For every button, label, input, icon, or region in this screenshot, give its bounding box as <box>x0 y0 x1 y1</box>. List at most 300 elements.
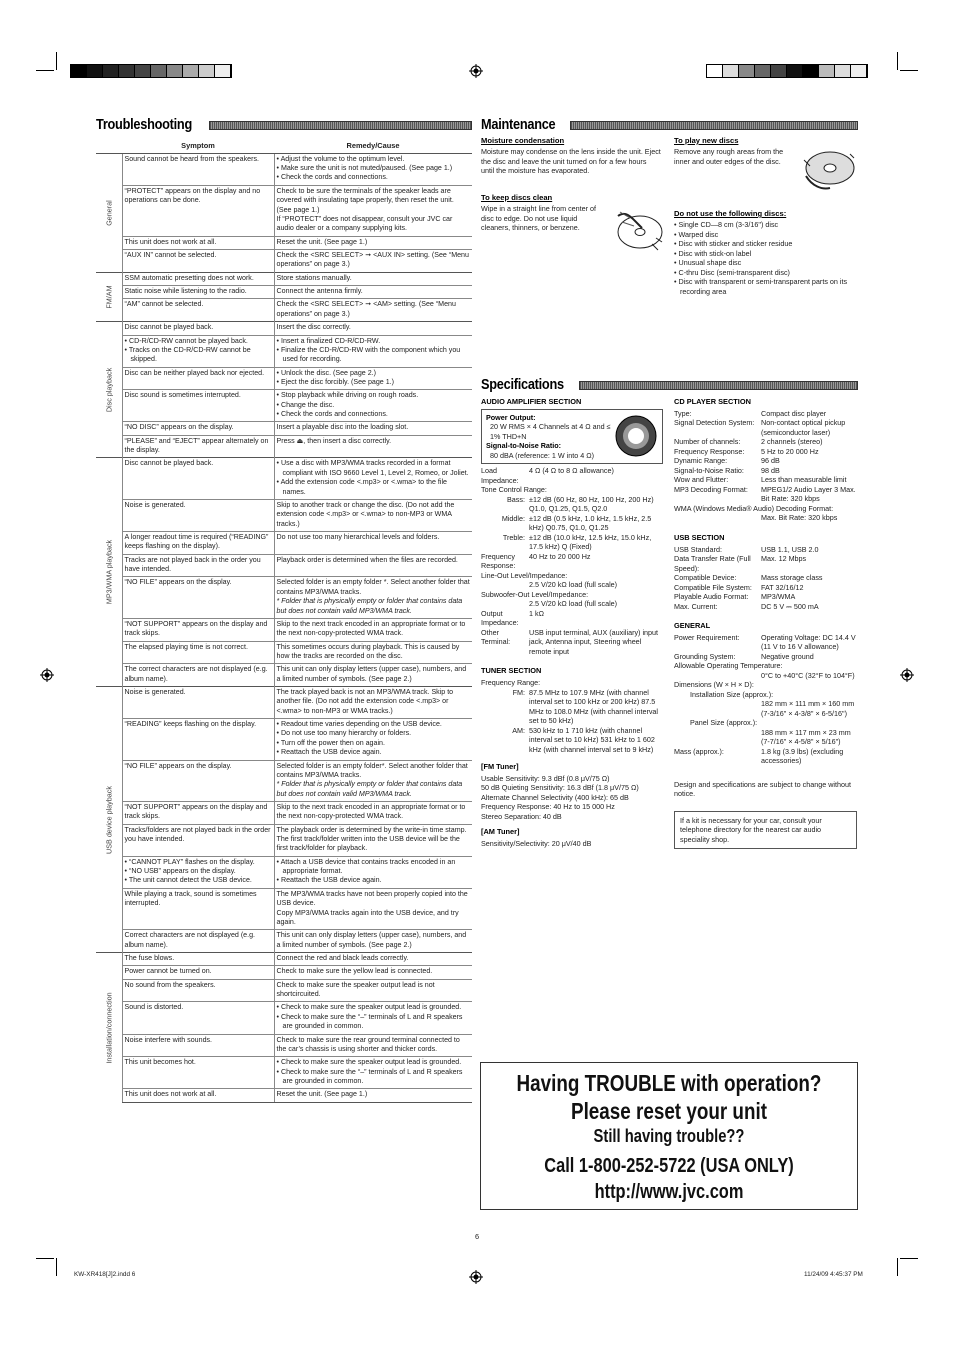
spec-right-column <box>674 397 858 849</box>
remedy-text: Skip to the next track encoded in an appropriate format or to the next non-copy-protected WMA track. <box>276 802 466 821</box>
remedy-header: Remedy/Cause <box>274 138 472 153</box>
remedy-cell <box>274 335 472 367</box>
remedy-text: Check the <SRC SELECT> ➞ <AUX IN> setting. (See “Menu operations” on page 3.) <box>276 251 469 269</box>
spec-value: Compact disc player <box>761 408 827 418</box>
snr-label: Signal-to-Noise Ratio: <box>486 441 562 451</box>
banner-phone: Call 1-800-252-5722 (USA ONLY) <box>544 1155 794 1177</box>
remedy-item: • Make sure the unit is not muted/paused. (See page 1.) <box>277 164 471 173</box>
remedy-text: Skip to the next track encoded in an appropriate format or to the next non-copy-protected WMA track. <box>276 619 466 638</box>
cd-section-title: CD PLAYER SECTION <box>674 397 751 406</box>
remedy-item: • Attach a USB device that contains tracks encoded in an appropriate format. <box>277 858 471 877</box>
remedy-cell <box>274 458 472 499</box>
remedy-cell <box>274 286 472 299</box>
symptom-list <box>125 858 272 886</box>
calibration-swatch <box>103 65 119 77</box>
remedy-item: • Turn off the power then on again. <box>277 739 471 748</box>
spec-value: 87.5 MHz to 107.9 MHz (with channel interval set to 100 kHz or 200 kHz) 87.5 MHz to 108.0 MHz (with channel interval set to 50 kHz) <box>529 687 659 726</box>
table-row <box>96 250 472 273</box>
calibration-swatch <box>119 65 135 77</box>
spec-key: Compatible File System: <box>674 582 752 592</box>
remedy-list <box>277 858 471 886</box>
do-not-use-item: • Disc with transparent or semi-transparent parts on its recording area <box>674 277 858 296</box>
table-row <box>96 618 472 641</box>
spec-row <box>481 571 665 581</box>
remedy-item: • Change the disc. <box>277 401 471 410</box>
remedy-text: If “PROTECT” does not disappear, consult your JVC car audio dealer or a company supplying kits. <box>276 214 453 233</box>
remedy-cell <box>274 664 472 687</box>
specifications-heading <box>481 376 858 395</box>
spec-row <box>674 437 858 447</box>
remedy-text: This sometimes occurs during playback. This is caused by how the tracks are recorded on the disc. <box>276 642 460 660</box>
banner-line-3: Still having trouble?? <box>593 1126 745 1146</box>
remedy-text: This unit can only display letters (upper case), numbers, and a limited number of symbols. (See page 2.) <box>276 665 467 683</box>
category-cell <box>96 272 122 321</box>
remedy-text: Check to make sure the rear ground terminal connected to the car’s chassis is using shorter and thicker cords. <box>276 1035 460 1053</box>
spec-row <box>674 652 858 662</box>
spec-value: USB 1.1, USB 2.0 <box>761 544 819 554</box>
spec-value: 2 channels (stereo) <box>761 437 823 447</box>
spec-key: Number of channels: <box>674 437 741 447</box>
category-label: Installation/connection <box>104 992 113 1064</box>
remedy-note: * Folder that is physically empty or folder that contains data but does not contain valid MP3/WMA track. <box>276 780 463 798</box>
spec-change-note: Design and specifications are subject to change without notice. <box>674 779 851 799</box>
calibration-swatch <box>851 65 867 77</box>
spec-value: Non-contact optical pickup (semiconductor laser) <box>761 418 846 437</box>
category-cell <box>96 153 122 272</box>
spec-value: USB input terminal, AUX (auxiliary) input jack, Antenna input, Steering wheel remote input <box>529 627 659 656</box>
spec-row <box>674 583 858 593</box>
spec-value: Mass storage class <box>761 573 823 583</box>
remedy-item: • Readout time varies depending on the USB device. <box>277 720 471 729</box>
timestamp: 11/24/09 4:45:37 PM <box>804 1271 863 1278</box>
remedy-cell <box>274 435 472 458</box>
remedy-text: Press ⏏, then insert a disc correctly. <box>276 436 392 445</box>
registration-mark-icon <box>469 64 483 78</box>
remedy-text: Copy MP3/WMA tracks again into the USB device, and try again. <box>276 908 459 926</box>
power-output-box <box>481 409 663 465</box>
spec-row <box>674 661 858 671</box>
symptom-cell: This unit becomes hot. <box>122 1057 274 1089</box>
table-row <box>96 888 472 929</box>
calibration-swatch <box>787 65 803 77</box>
table-row <box>96 322 472 335</box>
symptom-cell: “NOT SUPPORT” appears on the display and track skips. <box>122 801 274 824</box>
table-row <box>96 299 472 322</box>
spec-key: Subwoofer-Out Level/Impedance: <box>481 589 589 599</box>
spec-value: 1 kΩ <box>529 608 544 618</box>
spec-row <box>481 514 665 533</box>
moisture-section <box>481 136 661 176</box>
symptom-cell: Tracks/folders are not played back in the order you have intended. <box>122 824 274 856</box>
symptom-item: • The unit cannot detect the USB device. <box>125 876 272 885</box>
spec-key: Grounding System: <box>674 651 736 661</box>
spec-key: Line-Out Level/Impedance: <box>481 570 568 580</box>
spec-value: 0°C to +40°C (32°F to 104°F) <box>761 670 855 680</box>
symptom-cell: Disc can be neither played back nor ejected. <box>122 367 274 390</box>
remedy-text: Skip to another track or change the disc. (Do not add the extension code <.mp3> or <.wma> to non-MP3 or WMA tracks.) <box>276 500 455 528</box>
do-not-use-item: • Single CD—8 cm (3-3/16") disc <box>674 220 858 230</box>
remedy-cell <box>274 687 472 719</box>
remedy-cell <box>274 390 472 422</box>
spec-row <box>674 718 858 728</box>
usb-spec-rows <box>674 545 858 612</box>
kit-note-text: If a kit is necessary for your car, consult your telephone directory for the nearest car audio speciality shop. <box>680 815 822 844</box>
symptom-list <box>125 337 272 365</box>
table-row <box>96 367 472 390</box>
remedy-text: Reset the unit. (See page 1.) <box>276 1090 368 1099</box>
symptom-cell: “PLEASE” and “EJECT” appear alternately on the display. <box>122 435 274 458</box>
spec-row <box>481 495 665 514</box>
spec-value: 2.5 V/20 kΩ load (full scale) <box>529 599 618 609</box>
table-row <box>96 185 472 236</box>
spec-key: Compatible Device: <box>674 573 737 583</box>
spec-value: 40 Hz to 20 000 Hz <box>529 551 591 561</box>
spec-row <box>674 573 858 583</box>
spec-value <box>547 485 665 495</box>
remedy-cell <box>274 979 472 1002</box>
remedy-cell <box>274 618 472 641</box>
table-row <box>96 1034 472 1057</box>
remedy-cell <box>274 953 472 966</box>
fm-tuner-title: [FM Tuner] <box>481 762 519 772</box>
remedy-text: Playback order is determined when the files are recorded. <box>276 555 458 564</box>
spec-key: Frequency Range: <box>481 678 541 688</box>
remedy-cell <box>274 299 472 322</box>
spec-value: ±12 dB (60 Hz, 80 Hz, 100 Hz, 200 Hz) Q1.0, Q1.25, Q1.5, Q2.0 <box>529 494 654 514</box>
troubleshooting-title: Troubleshooting <box>96 117 192 133</box>
spec-key <box>481 580 529 590</box>
remedy-cell <box>274 1034 472 1057</box>
am-tuner-rows <box>481 839 665 849</box>
calibration-swatch <box>135 65 151 77</box>
amp-spec-rows <box>481 466 665 656</box>
remedy-item: • Add the extension code <.mp3> or <.wma> to the file names. <box>277 478 471 497</box>
category-label: General <box>104 199 113 226</box>
spec-row <box>481 533 665 552</box>
symptom-cell: A longer readout time is required (“READING” keeps flashing on the display). <box>122 531 274 554</box>
remedy-cell <box>274 577 472 618</box>
registration-mark-icon <box>469 1270 483 1284</box>
remedy-cell <box>274 1057 472 1089</box>
table-row <box>96 554 472 577</box>
remedy-text: Check to make sure the yellow lead is connected. <box>276 967 433 976</box>
maintenance-title: Maintenance <box>481 117 556 133</box>
spec-key: Frequency Response: <box>674 446 745 456</box>
spec-row <box>674 456 858 466</box>
remedy-item: • Do not use too many hierarchy or folders. <box>277 729 471 738</box>
symptom-cell: No sound from the speakers. <box>122 979 274 1002</box>
banner-website-link[interactable]: http://www.jvc.com <box>594 1181 744 1203</box>
color-calibration-bar-left <box>70 64 232 78</box>
symptom-cell <box>122 335 274 367</box>
calibration-swatch <box>707 65 723 77</box>
symptom-cell: Tracks are not played back in the order you have intended. <box>122 554 274 577</box>
remedy-text: Insert a playable disc into the loading slot. <box>276 423 409 432</box>
calibration-swatch <box>167 65 183 77</box>
spec-key <box>674 728 761 747</box>
specifications-title: Specifications <box>481 377 564 393</box>
spec-row <box>674 513 858 523</box>
remedy-item: • Reattach the USB device again. <box>277 876 471 885</box>
do-not-use-item: • Unusual shape disc <box>674 258 858 268</box>
spec-row <box>481 678 665 688</box>
spec-key: Allowable Operating Temperature: <box>674 661 783 671</box>
symptom-cell: Sound is distorted. <box>122 1002 274 1034</box>
disc-wiping-illustration-icon <box>612 204 666 254</box>
spec-key: Wow and Flutter: <box>674 475 729 485</box>
remedy-list <box>277 155 471 183</box>
spec-line: Frequency Response: 40 Hz to 15 000 Hz <box>481 802 615 812</box>
general-section-title: GENERAL <box>674 621 711 631</box>
spec-row <box>674 554 858 573</box>
table-row <box>96 422 472 435</box>
spec-key: Bass: <box>507 494 525 504</box>
calibration-swatch <box>215 65 231 77</box>
remedy-list <box>277 369 471 388</box>
moisture-title: Moisture condensation <box>481 136 565 145</box>
remedy-item: • Check to make sure the speaker output lead is grounded. <box>277 1058 471 1067</box>
spec-row <box>674 466 858 476</box>
spec-key: Max. Current: <box>674 601 718 611</box>
remedy-list <box>277 1058 471 1086</box>
table-row <box>96 1057 472 1089</box>
remedy-cell <box>274 966 472 979</box>
spec-key: Type: <box>674 408 692 418</box>
remedy-text: Selected folder is an empty folder *. Select another folder that contains MP3/WMA tracks. <box>276 578 470 596</box>
symptom-item: • “CANNOT PLAY” flashes on the display. <box>125 858 272 867</box>
spec-key: Output Impedance: <box>481 608 519 628</box>
spec-value: 4 Ω (4 Ω to 8 Ω allowance) <box>529 466 614 476</box>
spec-value: MPEG1/2 Audio Layer 3 Max. Bit Rate: 320 kbps <box>761 484 856 504</box>
symptom-cell: Disc cannot be played back. <box>122 322 274 335</box>
spec-value: FAT 32/16/12 <box>761 582 804 592</box>
table-row <box>96 153 472 185</box>
remedy-cell <box>274 185 472 236</box>
spec-row <box>481 609 665 628</box>
do-not-use-item: • Warped disc <box>674 230 858 240</box>
spec-row <box>674 504 858 514</box>
table-row <box>96 930 472 953</box>
spec-value: Max. 12 Mbps <box>761 554 807 564</box>
symptom-cell: SSM automatic presetting does not work. <box>122 272 274 285</box>
remedy-cell <box>274 888 472 929</box>
spec-row <box>674 690 858 700</box>
spec-key: Installation Size (approx.): <box>690 689 774 699</box>
spec-key: Dynamic Range: <box>674 456 728 466</box>
spec-row <box>674 475 858 485</box>
spec-value: Operating Voltage: DC 14.4 V (11 V to 16 V allowance) <box>761 632 856 652</box>
spec-row <box>674 699 858 718</box>
spec-key: Treble: <box>502 532 525 542</box>
spec-row <box>481 628 665 657</box>
heading-bar <box>209 121 472 130</box>
spec-value <box>833 504 858 514</box>
table-row <box>96 664 472 687</box>
category-header <box>96 138 122 153</box>
symptom-cell: Noise interfere with sounds. <box>122 1034 274 1057</box>
symptom-item: • Tracks on the CD-R/CD-RW cannot be skipped. <box>125 346 272 365</box>
spec-key: Tone Control Range: <box>481 485 547 495</box>
remedy-text: Store stations manually. <box>276 273 352 282</box>
spec-key: FM: <box>512 687 525 697</box>
remedy-item: • Check to make sure the “–” terminals of L and R speakers are grounded in common. <box>277 1068 471 1087</box>
remedy-cell <box>274 322 472 335</box>
table-row <box>96 979 472 1002</box>
remedy-list <box>277 459 471 496</box>
spec-left-column <box>481 397 665 849</box>
symptom-cell: “NO FILE” appears on the display. <box>122 577 274 618</box>
spec-value <box>783 661 858 671</box>
calibration-swatch <box>199 65 215 77</box>
table-row <box>96 1089 472 1102</box>
symptom-cell: Disc sound is sometimes interrupted. <box>122 390 274 422</box>
remedy-cell <box>274 801 472 824</box>
spec-value <box>588 590 665 600</box>
spec-row <box>481 590 665 600</box>
calibration-swatch <box>151 65 167 77</box>
disc-edge-illustration-icon <box>800 146 858 192</box>
symptom-cell: “AUX IN” cannot be selected. <box>122 250 274 273</box>
table-row <box>96 719 472 760</box>
do-not-use-list <box>674 220 858 296</box>
remedy-cell <box>274 1089 472 1102</box>
spec-key: AM: <box>512 725 525 735</box>
table-row <box>96 236 472 249</box>
table-row <box>96 760 472 801</box>
remedy-cell <box>274 250 472 273</box>
spec-key <box>481 599 529 609</box>
category-cell <box>96 687 122 953</box>
spec-value <box>773 690 858 700</box>
spec-row <box>481 580 665 590</box>
spec-value: ±12 dB (10.0 kHz, 12.5 kHz, 15.0 kHz, 17.5 kHz) Q (Fixed) <box>529 532 652 552</box>
remedy-text: The playback order is determined by the write-in time stamp. The first track/folder written into the USB device will be the first track/folder for playback. <box>276 825 467 853</box>
spec-value <box>754 680 858 690</box>
remedy-list <box>277 720 471 757</box>
symptom-cell: This unit does not work at all. <box>122 1089 274 1102</box>
calibration-swatch <box>739 65 755 77</box>
category-label: MP3/WMA playback <box>104 540 113 605</box>
do-not-use-item: • Disc with stick-on label <box>674 249 858 259</box>
cd-spec-rows <box>674 409 858 523</box>
symptom-cell: While playing a track, sound is sometimes interrupted. <box>122 888 274 929</box>
table-row <box>96 499 472 531</box>
spec-row <box>674 602 858 612</box>
banner-line-1: Having TROUBLE with operation? <box>516 1070 822 1096</box>
power-output-value: 20 W RMS × 4 Channels at 4 Ω and ≤ 1% THD+N <box>490 422 611 441</box>
spec-row <box>674 545 858 555</box>
remedy-text: Connect the antenna firmly. <box>276 287 363 296</box>
troubleshooting-heading <box>96 116 472 135</box>
symptom-cell: “PROTECT” appears on the display and no operations can be done. <box>122 185 274 236</box>
spec-key: Middle: <box>501 513 525 523</box>
category-cell <box>96 953 122 1103</box>
spec-row <box>674 680 858 690</box>
remedy-note: * Folder that is physically empty or folder that contains data but does not contain valid MP3/WMA track. <box>276 597 463 615</box>
table-row <box>96 641 472 664</box>
remedy-item: • Unlock the disc. (See page 2.) <box>277 369 471 378</box>
spec-value <box>757 718 858 728</box>
remedy-cell <box>274 760 472 801</box>
category-label: USB device playback <box>104 785 113 854</box>
remedy-item: • Check the cords and connections. <box>277 410 471 419</box>
table-row <box>96 577 472 618</box>
spec-row <box>481 688 665 726</box>
remedy-text: Do not use too many hierarchical levels and folders. <box>276 532 440 541</box>
remedy-text: Check to make sure the speaker output lead is not shortcircuited. <box>276 980 435 999</box>
spec-value: 2.5 V/20 kΩ load (full scale) <box>529 580 618 590</box>
spec-row <box>481 599 665 609</box>
spec-value <box>540 678 665 688</box>
spec-value: MP3/WMA <box>761 592 796 602</box>
spec-row <box>674 409 858 419</box>
spec-key: Dimensions (W × H × D): <box>674 680 754 690</box>
spec-row <box>481 485 665 495</box>
table-row <box>96 286 472 299</box>
symptom-cell: Power cannot be turned on. <box>122 966 274 979</box>
symptom-cell: The fuse blows. <box>122 953 274 966</box>
trouble-banner <box>480 1062 858 1210</box>
cea-compliant-seal-icon <box>614 414 658 458</box>
spec-line: Stereo Separation: 40 dB <box>481 811 562 821</box>
spec-key: MP3 Decoding Format: <box>674 484 748 494</box>
calibration-swatch <box>71 65 87 77</box>
category-cell <box>96 458 122 687</box>
remedy-cell <box>274 1002 472 1034</box>
tuner-spec-rows <box>481 678 665 754</box>
remedy-item: • Reattach the USB device again. <box>277 748 471 757</box>
symptom-item: • “NO USB” appears on the display. <box>125 867 272 876</box>
spec-value: Max. Bit Rate: 320 kbps <box>761 513 838 523</box>
remedy-text: Connect the red and black leads correctly. <box>276 954 409 962</box>
calibration-swatch <box>835 65 851 77</box>
color-calibration-bar-right <box>706 64 868 78</box>
spec-row <box>674 485 858 504</box>
table-row <box>96 953 472 966</box>
remedy-text: Check to be sure the terminals of the speaker leads are covered with insulating tape properly, then reset the unit. (See page 1.) <box>276 186 454 214</box>
remedy-list <box>277 1003 471 1031</box>
calibration-swatch <box>771 65 787 77</box>
table-row <box>96 1002 472 1034</box>
page-number: 6 <box>474 1232 480 1241</box>
table-row <box>96 335 472 367</box>
remedy-list <box>277 337 471 365</box>
spec-key <box>674 699 761 718</box>
kit-note-box <box>674 811 857 850</box>
spec-key: Signal Detection System: <box>674 418 755 428</box>
keep-clean-section <box>481 193 607 233</box>
symptom-cell: Correct characters are not displayed (e.g. album name). <box>122 930 274 953</box>
symptom-item: • CD-R/CD-RW cannot be played back. <box>125 337 272 346</box>
symptom-cell: “NO FILE” appears on the display. <box>122 760 274 801</box>
spec-key: Frequency Response: <box>481 551 516 571</box>
new-discs-text: Remove any rough areas from the inner and outer edges of the disc. <box>674 147 784 166</box>
category-label: Disc playback <box>104 367 113 412</box>
remedy-cell <box>274 719 472 760</box>
spec-row <box>481 552 665 571</box>
amp-section-title: AUDIO AMPLIFIER SECTION <box>481 397 582 406</box>
calibration-swatch <box>755 65 771 77</box>
calibration-swatch <box>803 65 819 77</box>
remedy-cell <box>274 641 472 664</box>
spec-value: 96 dB <box>761 456 780 466</box>
spec-line: Alternate Channel Selectivity (400 kHz): 65 dB <box>481 792 629 802</box>
table-row <box>96 801 472 824</box>
remedy-cell <box>274 153 472 185</box>
calibration-swatch <box>819 65 835 77</box>
spec-value: Negative ground <box>761 651 814 661</box>
table-row <box>96 966 472 979</box>
